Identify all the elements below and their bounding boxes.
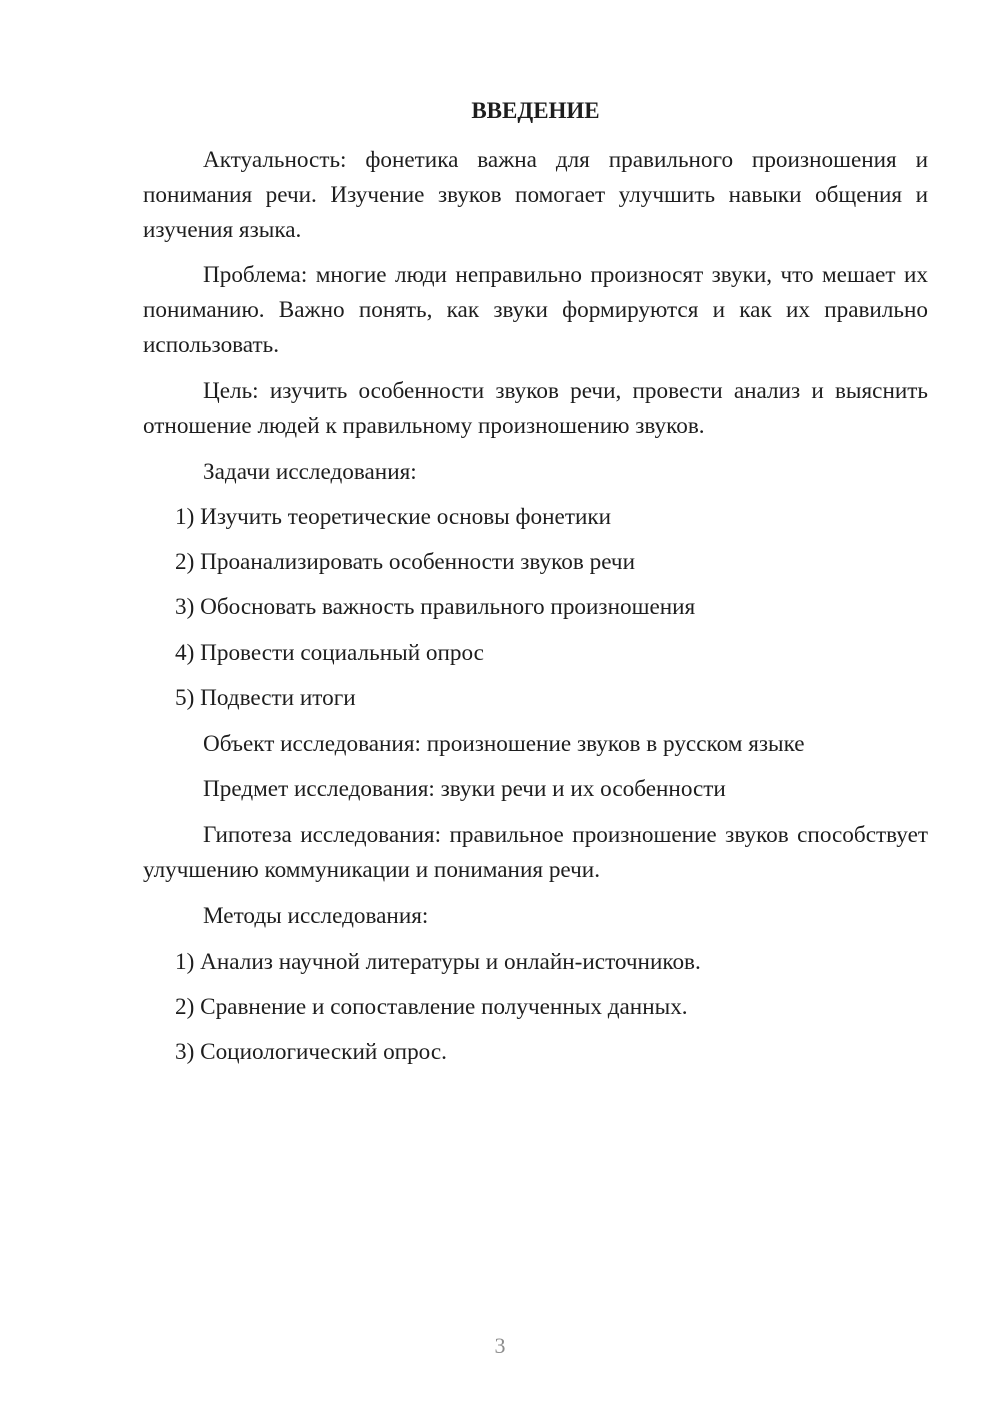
tasks-heading: Задачи исследования: <box>203 459 417 485</box>
task-item: 1) Изучить теоретические основы фонетики <box>175 504 612 530</box>
problem-paragraph: Проблема: многие люди неправильно произносят звуки, что мешает их пониманию. Важно понять, как звуки формируются и как их правильно использовать. <box>143 262 928 358</box>
subject-line: Предмет исследования: звуки речи и их особенности <box>203 776 726 802</box>
task-item: 3) Обосновать важность правильного произношения <box>175 594 696 620</box>
relevance-paragraph: Актуальность: фонетика важна для правильного произношения и понимания речи. Изучение звуков помогает улучшить навыки общения и изучения языка. <box>143 147 928 243</box>
task-item: 4) Провести социальный опрос <box>175 640 484 666</box>
method-item: 2) Сравнение и сопоставление полученных данных. <box>175 994 688 1020</box>
section-title: ВВЕДЕНИЕ <box>471 98 600 123</box>
hypothesis-paragraph: Гипотеза исследования: правильное произношение звуков способствует улучшению коммуникации и понимания речи. <box>143 822 928 883</box>
method-item: 3) Социологический опрос. <box>175 1039 447 1065</box>
task-item: 5) Подвести итоги <box>175 685 356 711</box>
goal-paragraph: Цель: изучить особенности звуков речи, провести анализ и выяснить отношение людей к правильному произношению звуков. <box>143 378 928 439</box>
methods-heading: Методы исследования: <box>203 903 429 929</box>
task-item: 2) Проанализировать особенности звуков речи <box>175 549 635 575</box>
object-line: Объект исследования: произношение звуков в русском языке <box>203 731 805 757</box>
method-item: 1) Анализ научной литературы и онлайн-источников. <box>175 949 701 975</box>
page-number: 3 <box>494 1333 506 1358</box>
